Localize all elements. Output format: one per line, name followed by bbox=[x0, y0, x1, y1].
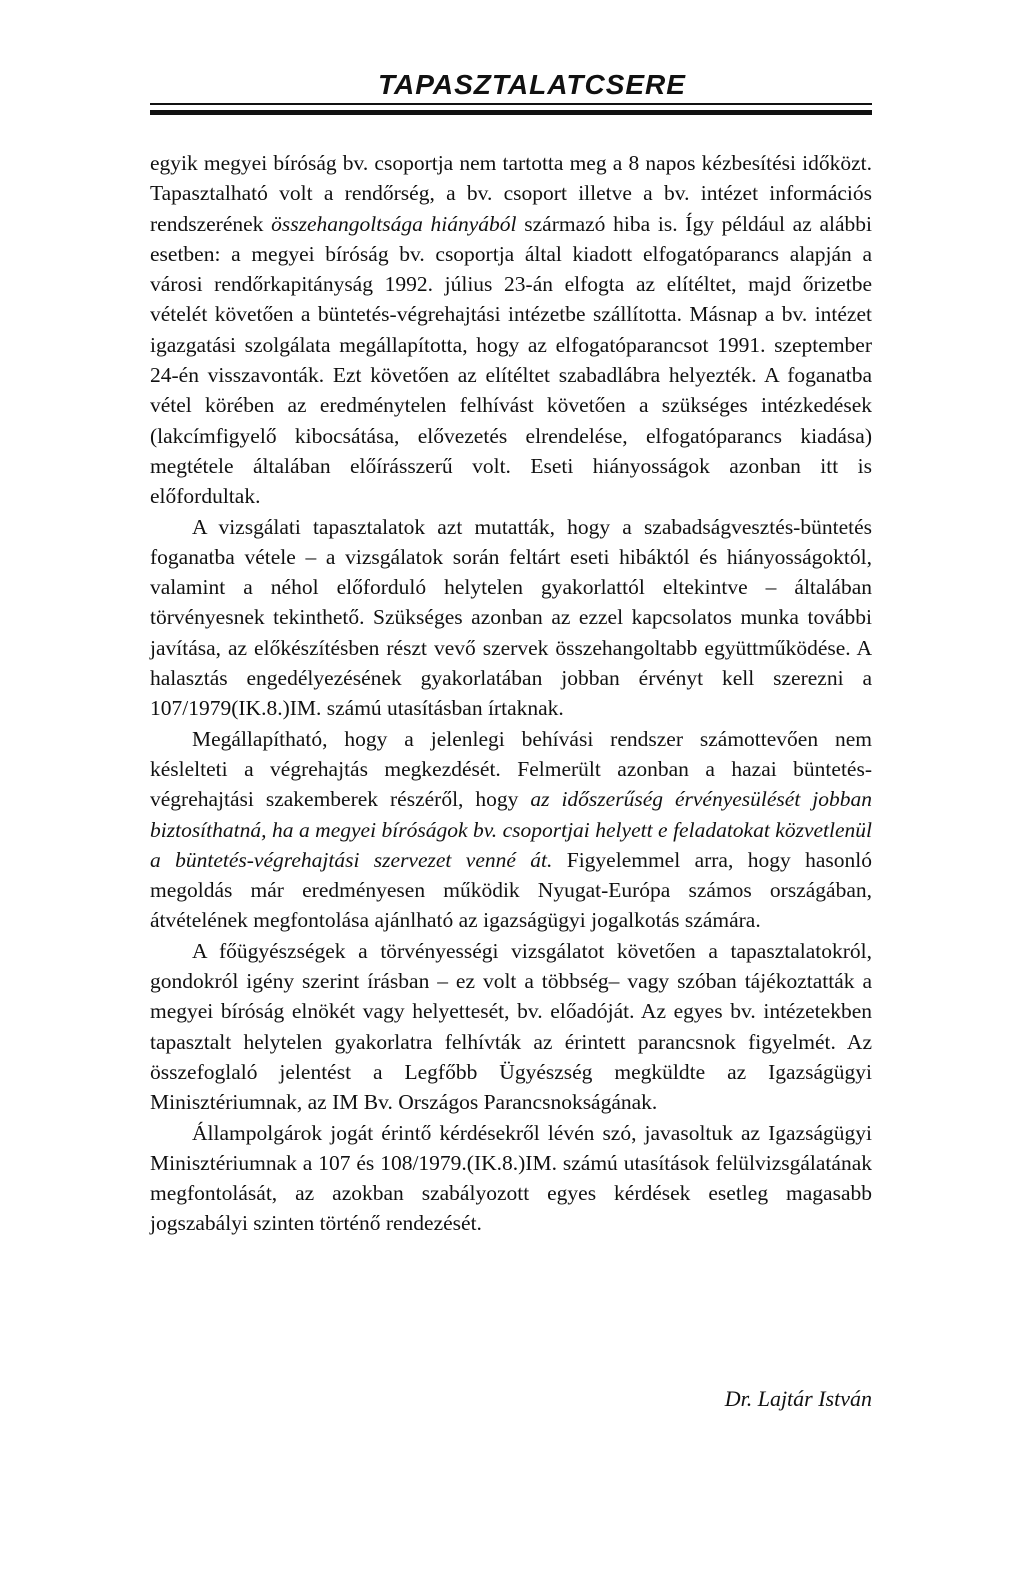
header-rule-thick bbox=[150, 110, 872, 115]
paragraph-2: A vizsgálati tapasztalatok azt mutatták, hogy a szabadságvesztés-büntetés foganatba vétele – a vizsgálatok során feltárt eseti hibáktól és hiányosságoktól, valamint a néhol előforduló helytelen gyakorlattól eltekintve – általában törvényesnek tekinthető. Szükséges azonban az ezzel kapcsolatos munka további javítása, az előkészítésben részt vevő szervek összehangoltabb együttműködése. A halasztás engedélyezésének gyakorlatában jobban érvényt kell szerezni a 107/1979(IK.8.)IM. számú utasításban írtaknak. bbox=[150, 514, 872, 721]
running-head-title: TAPASZTALATCSERE bbox=[378, 69, 686, 100]
paragraph-5: Állampolgárok jogát érintő kérdésekről lévén szó, javasoltuk az Igazságügyi Minisztériumnak a 107 és 108/1979.(IK.8.)IM. számú utasítások felülvizsgálatának megfontolását, az azokban szabályozott egyes kérdések esetleg magasabb jogszabályi szinten történő rendezését. bbox=[150, 1120, 872, 1236]
article-body bbox=[150, 148, 872, 1239]
paragraph-3-emphasis: az időszerűség érvényesülését jobban biztosíthatná, ha a megyei bíróságok bv. csoportjai helyett e feladatokat közvetlenül a büntetés-végrehajtási szervezet venné át. bbox=[150, 787, 872, 872]
paragraph-1 bbox=[150, 148, 872, 512]
paragraph-3-text-b: Figyelemmel arra, hogy hasonló megoldás már eredményesen működik Nyugat-Európa számos országában, átvételének megfontolása ajánlható az igazságügyi jogalkotás számára. bbox=[150, 847, 872, 933]
paragraph-4: A főügyészségek a törvényességi vizsgálatot követően a tapasztalatokról, gondokról igény szerint írásban – ez volt a többség– vagy szóban tájékoztatták a megyei bíróság elnökét vagy helyettesét, bv. előadóját. Az egyes bv. intézetekben tapasztalt helytelen gyakorlatra felhívták az érintett parancsnok figyelmét. Az összefoglaló jelentést a Legfőbb Ügyészség megküldte az Igazságügyi Minisztériumnak, az IM Bv. Országos Parancsnokságának. bbox=[150, 938, 872, 1115]
paragraph-3 bbox=[150, 724, 872, 936]
paragraph-1-text-b: származó hiba is. Így például az alábbi esetben: a megyei bíróság bv. csoportja által kiadott elfogatóparancs alapján a városi rendőrkapitányság 1992. július 23-án elfogta az elítéltet, majd őrizetbe vételét követően a büntetés-végrehajtási intézetbe szállította. Másnap a bv. intézet igazgatási szolgálata megállapította, hogy az elfogatóparancsot 1991. szeptember 24-én visszavonták. Ezt követően az elítéltet szabadlábra helyezték. A foganatba vétel körében az eredménytelen felhívást követően a szükséges intézkedések (lakcímfigyelő kibocsátása, elővezetés elrendelése, elfogatóparancs kiadása) megtétele általában előírásszerű volt. Eseti hiányosságok azonban itt is előfordultak. bbox=[150, 211, 873, 509]
header-rule-thin bbox=[150, 103, 872, 105]
page-header bbox=[0, 0, 1024, 130]
paragraph-1-emphasis: összehangoltsága hiányából bbox=[271, 211, 517, 236]
author-signature: Dr. Lajtár István bbox=[724, 1386, 872, 1411]
paragraph-3-text-a: Megállapítható, hogy a jelenlegi behívási rendszer számottevően nem késlelteti a végrehajtás megkezdését. Felmerült azonban a hazai büntetés-végrehajtási szakemberek részéről, hogy bbox=[150, 726, 872, 812]
paragraph-1-text-a: egyik megyei bíróság bv. csoportja nem tartotta meg a 8 napos kézbesítési időközt. Tapasztalható volt a rendőrség, a bv. csoport illetve a bv. intézet információs rendszerének bbox=[150, 151, 872, 236]
